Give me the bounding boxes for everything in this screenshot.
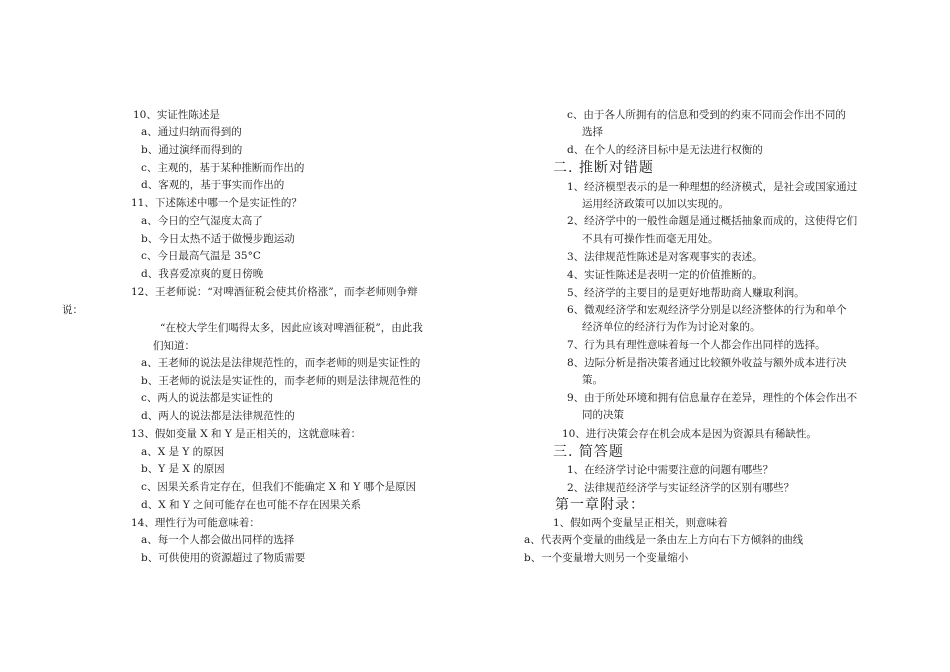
- question-13: 13、假如变量 X 和 Y 是正相关的，这就意味着：: [131, 428, 362, 440]
- question-12: 12、王老师说：“对啤酒征税会使其价格涨”，而李老师则争辩: [131, 286, 418, 298]
- section-2-title: 二. 推断对错题: [553, 160, 654, 176]
- option-line: b、一个变量增大则另一个变量缩小: [524, 552, 689, 564]
- question-10: 10、实证性陈述是: [133, 109, 220, 121]
- statement-line: 5、经济学的主要目的是更好地帮助商人赚取利润。: [567, 287, 805, 299]
- statement-line: 8、边际分析是指决策者通过比较额外收益与额外成本进行决: [567, 357, 847, 369]
- option-line: d、我喜爱凉爽的夏日傍晚: [141, 268, 264, 280]
- option-line: b、今日太热不适于做慢步跑运动: [141, 233, 295, 245]
- option-line: b、王老师的说法是实证性的，而李老师的则是法律规范性的: [141, 375, 421, 387]
- option-line-continued: 选择: [582, 126, 603, 138]
- option-line: a、每一个人都会做出同样的选择: [141, 534, 295, 546]
- statement-line: 2、经济学中的一般性命题是通过概括抽象而成的，这使得它们: [567, 215, 858, 227]
- quote-line: “在校大学生们喝得太多，因此应该对啤酒征税”，由此我: [160, 322, 423, 334]
- section-3-title: 三. 简答题: [553, 444, 624, 460]
- statement-line: 10、进行决策会存在机会成本是因为资源具有稀缺性。: [562, 428, 817, 440]
- short-answer-question: 1、在经济学讨论中需要注意的问题有哪些？: [567, 464, 774, 476]
- option-line: a、王老师的说法是法律规范性的，而李老师的则是实证性的: [141, 357, 421, 369]
- option-line: c、今日最高气温是 35°C: [141, 250, 261, 262]
- question-11: 11、下述陈述中哪一个是实证性的？: [131, 197, 302, 209]
- option-line: d、X 和 Y 之间可能存在也可能不存在因果关系: [141, 499, 362, 511]
- option-line: c、因果关系肯定存在，但我们不能确定 X 和 Y 哪个是原因: [141, 481, 417, 493]
- option-line: a、通过归纳而得到的: [141, 126, 242, 138]
- statement-line: 经济单位的经济行为作为讨论对象的。: [582, 321, 761, 333]
- option-line: d、两人的说法都是法律规范性的: [141, 410, 295, 422]
- statement-line: 不具有可操作性而毫无用处。: [582, 233, 719, 245]
- appendix-title: 第一章附录：: [555, 497, 645, 513]
- question-14: 14、理性行为可能意味着：: [131, 517, 260, 529]
- option-line: c、由于各人所拥有的信息和受到的约束不同而会作出不同的: [567, 109, 846, 121]
- option-line: c、主观的，基于某种推断而作出的: [141, 162, 305, 174]
- short-answer-question: 2、法律规范经济学与实证经济学的区别有哪些？: [567, 482, 795, 494]
- appendix-question: 1、假如两个变量呈正相关，则意味着: [553, 517, 728, 529]
- statement-line: 6、微观经济学和宏观经济学分别是以经济整体的行为和单个: [567, 304, 847, 316]
- option-line: d、在个人的经济目标中是无法进行权衡的: [567, 144, 763, 156]
- option-line: d、客观的，基于事实而作出的: [141, 179, 285, 191]
- option-line: b、可供使用的资源超过了物质需要: [141, 552, 306, 564]
- option-line: a、今日的空气湿度太高了: [141, 215, 263, 227]
- statement-line: 1、经济模型表示的是一种理想的经济模式，是社会或国家通过: [567, 181, 858, 193]
- statement-line: 4、实证性陈述是表明一定的价值推断的。: [567, 269, 763, 281]
- option-line: b、通过演绎而得到的: [141, 144, 243, 156]
- option-line: a、代表两个变量的曲线是一条由左上方向右下方倾斜的曲线: [524, 534, 804, 546]
- statement-line: 策。: [582, 374, 603, 386]
- option-line: a、X 是 Y 的原因: [141, 446, 225, 458]
- statement-line: 9、由于所处环境和拥有信息量存在差异，理性的个体会作出不: [567, 392, 858, 404]
- quote-line: 们知道：: [153, 340, 195, 352]
- option-line: b、Y 是 X 的原因: [141, 463, 225, 475]
- question-12-continued: 说：: [62, 304, 83, 316]
- statement-line: 3、法律规范性陈述是对客观事实的表述。: [567, 251, 763, 263]
- statement-line: 7、行为具有理性意味着每一个人都会作出同样的选择。: [567, 339, 826, 351]
- statement-line: 同的决策: [582, 409, 624, 421]
- option-line: c、两人的说法都是实证性的: [141, 392, 273, 404]
- statement-line: 运用经济政策可以加以实现的。: [582, 198, 729, 210]
